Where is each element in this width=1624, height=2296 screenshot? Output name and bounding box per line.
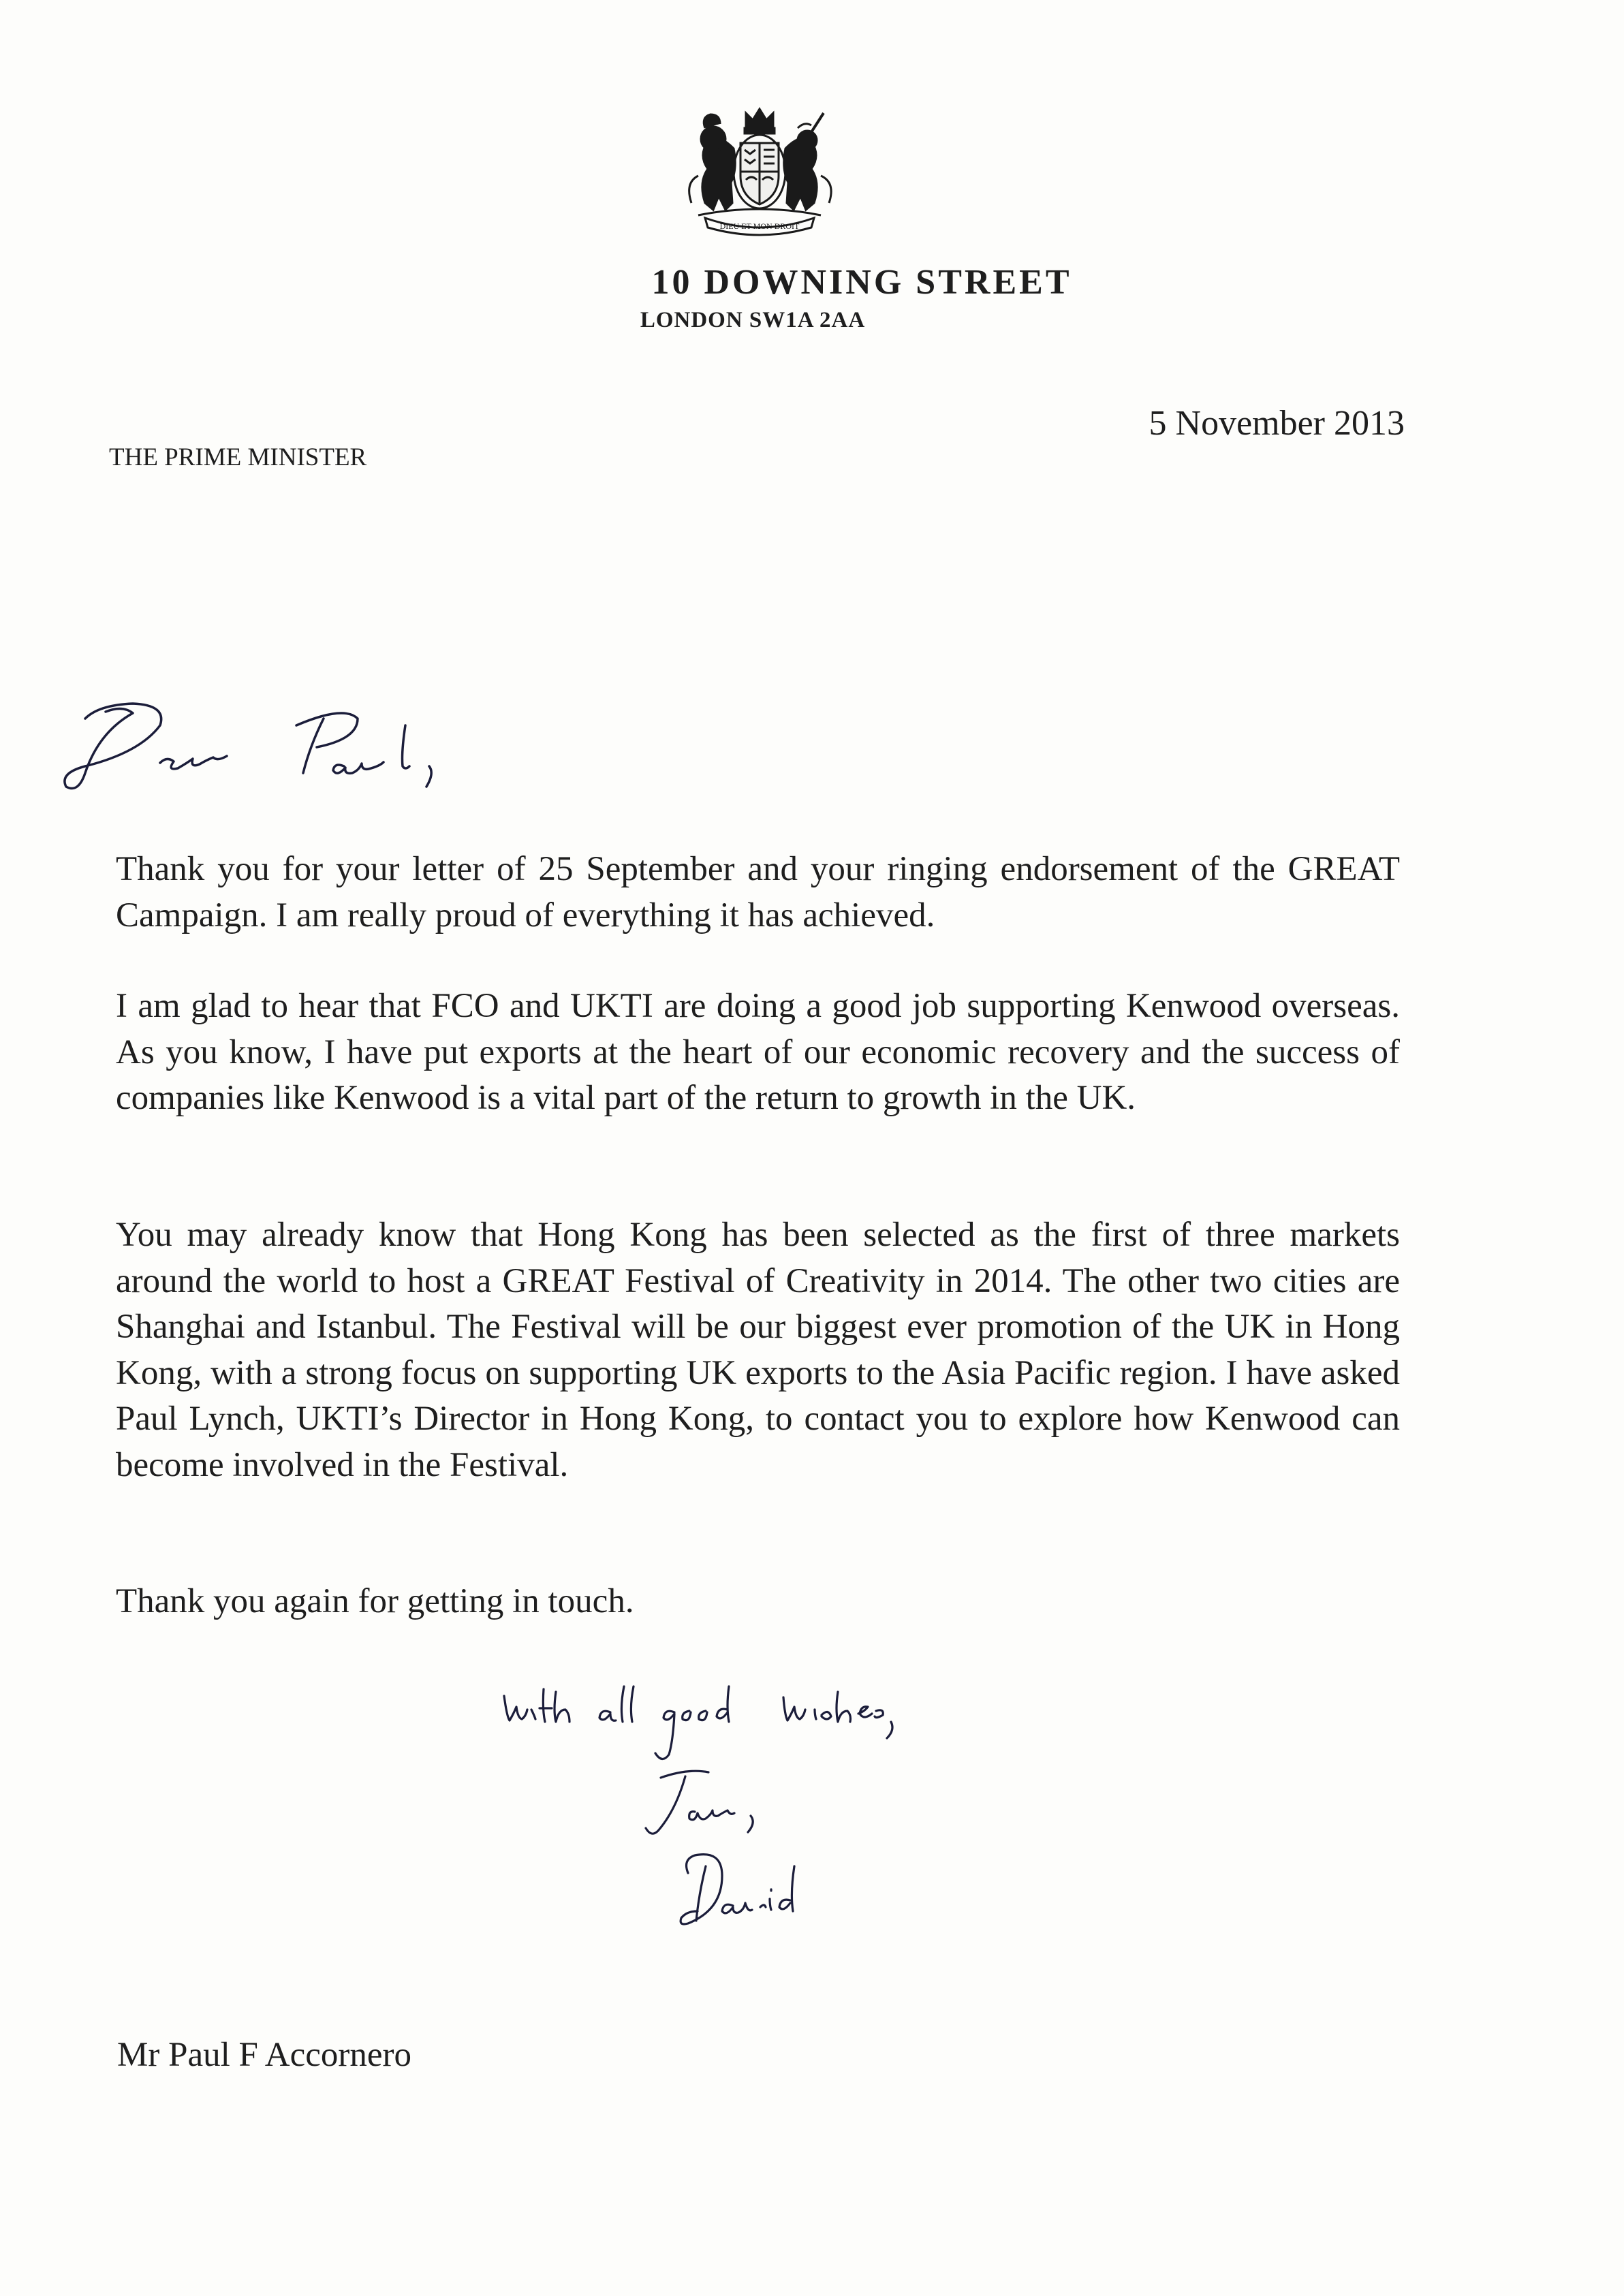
crest-motto: DIEU ET MON DROIT bbox=[719, 221, 800, 231]
letter-date: 5 November 2013 bbox=[1149, 404, 1405, 443]
letterhead-street: 10 DOWNING STREET bbox=[651, 263, 1072, 302]
handwritten-salutation bbox=[58, 685, 439, 807]
royal-coat-of-arms-icon bbox=[678, 101, 841, 240]
letterhead-postcode: LONDON SW1A 2AA bbox=[640, 308, 866, 332]
handwritten-closing-and-signature bbox=[490, 1682, 995, 2009]
paragraph-4: Thank you again for getting in touch. bbox=[116, 1582, 634, 1620]
recipient-name: Mr Paul F Accornero bbox=[117, 2036, 412, 2074]
paragraph-3: You may already know that Hong Kong has been selected as the first of three markets around the world to host a GREAT Festival of Creativity in 2014. The other two cities are Shanghai and Istanbul. The Festival will be our biggest ever promotion of the UK in Hong Kong, with a strong focus on supporting UK exports to the Asia Pacific region. I have asked Paul Lynch, UKTI’s Director in Hong Kong, to contact you to explore how Kenwood can become involved in the Festival. bbox=[116, 1216, 1400, 1484]
paragraph-2: I am glad to hear that FCO and UKTI are doing a good job supporting Kenwood overseas. As you know, I have put exports at the heart of our economic recovery and the success of companies like Kenwood is a vital part of the return to growth in the UK. bbox=[116, 987, 1400, 1117]
sender-office: THE PRIME MINISTER bbox=[109, 443, 367, 471]
paragraph-1: Thank you for your letter of 25 September and your ringing endorsement of the GREAT Campaign. I am really proud of everything it has achieved. bbox=[116, 850, 1400, 934]
